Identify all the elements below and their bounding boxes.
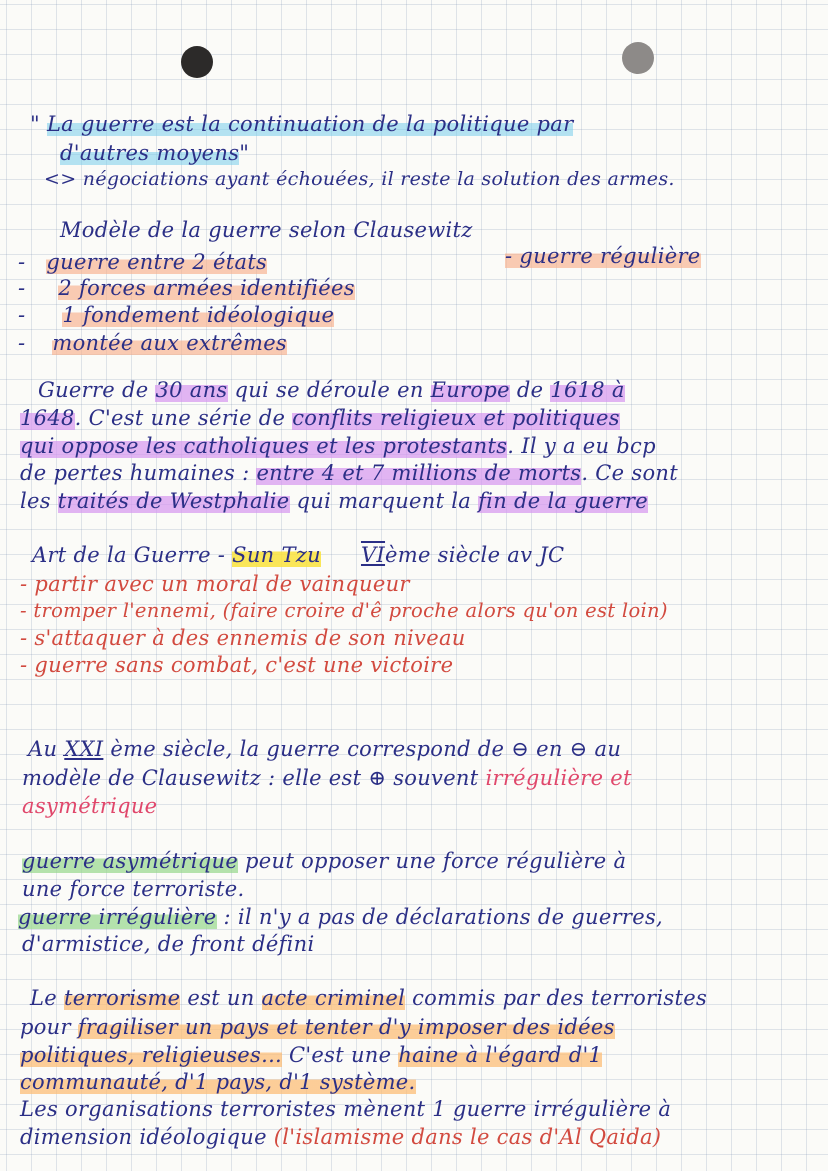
quote-text-2: d'autres moyens [60, 141, 240, 165]
terror-line-3 [20, 1043, 602, 1067]
green-highlight: guerre irrégulière [18, 905, 217, 929]
century-numeral: XXI [64, 737, 104, 761]
peach-highlight: terrorisme [63, 986, 181, 1010]
highlight: traités de Westphalie [57, 489, 290, 513]
clausewitz-item-text: 1 fondement idéologique [62, 303, 335, 327]
highlight: conflits religieux et politiques [292, 406, 620, 430]
clausewitz-title: Modèle de la guerre selon Clausewitz [60, 218, 473, 242]
sun-tzu-item-2: - tromper l'ennemi, (faire croire d'ê proche alors qu'on est loin) [20, 599, 668, 622]
dash: - [18, 250, 26, 274]
highlight: 1618 à [550, 378, 625, 402]
quote-open: " [30, 112, 47, 136]
pink-text: irrégulière et [485, 766, 632, 790]
century-numeral: VI [360, 543, 386, 567]
text: Guerre de [38, 378, 156, 402]
peach-highlight: politiques, religieuses... [20, 1043, 283, 1067]
quote-consequence: <> négociations ayant échouées, il reste la solution des armes. [44, 168, 675, 190]
sun-tzu-item-4: - guerre sans combat, c'est une victoire [20, 653, 454, 677]
terror-line-1 [30, 986, 707, 1010]
green-highlight: guerre asymétrique [22, 849, 239, 873]
quote-text-1: La guerre est la continuation de la politique par [46, 112, 574, 136]
text: C'est une [282, 1043, 399, 1067]
terror-line-2 [20, 1015, 615, 1039]
text: Au [28, 737, 65, 761]
terror-line-6 [20, 1125, 661, 1149]
xxi-line-3: asymétrique [22, 794, 158, 818]
asym-line-2: une force terroriste. [22, 877, 245, 901]
peach-highlight: haine à l'égard d'1 [398, 1043, 603, 1067]
peach-highlight: acte criminel [261, 986, 406, 1010]
xxi-line-1 [28, 737, 621, 761]
text: pour [20, 1015, 78, 1039]
thirty-years-line-1 [38, 378, 625, 402]
peach-highlight: fragiliser un pays et tenter d'y imposer des idées [77, 1015, 615, 1039]
text: Art de la Guerre - [32, 543, 233, 567]
punch-hole-right [622, 42, 654, 74]
text: commis par des terroristes [405, 986, 708, 1010]
sun-tzu-item-3: - s'attaquer à des ennemis de son niveau [20, 626, 466, 650]
text: qui marquent la [289, 489, 479, 513]
text: peut opposer une force régulière à [238, 849, 627, 873]
highlight: 30 ans [155, 378, 228, 402]
sun-tzu-item-1: - partir avec un moral de vainqueur [20, 572, 410, 596]
dash: - [18, 303, 26, 327]
clausewitz-item-text: guerre entre 2 états [46, 250, 268, 274]
highlight: 1648 [20, 406, 75, 430]
asym-line-3 [18, 905, 663, 929]
dash: - [18, 331, 26, 355]
quote-line-2 [60, 141, 249, 165]
text: : il n'y a pas de déclarations de guerres, [216, 905, 664, 929]
text: ème siècle, la guerre correspond de ⊖ en ⊖ au [103, 737, 622, 761]
text: de pertes humaines : [20, 461, 257, 485]
peach-highlight: communauté, d'1 pays, d'1 système. [20, 1070, 416, 1094]
clausewitz-item-1 [18, 250, 267, 274]
text: ème siècle av JC [385, 543, 565, 567]
clausewitz-item-text: 2 forces armées identifiées [58, 276, 355, 300]
thirty-years-line-4 [20, 461, 678, 485]
text: est un [180, 986, 262, 1010]
text: modèle de Clausewitz : elle est ⊕ souvent [22, 766, 486, 790]
asym-line-4: d'armistice, de front défini [22, 932, 315, 956]
clausewitz-side-note [505, 244, 701, 268]
thirty-years-line-3 [20, 434, 656, 458]
clausewitz-item-3 [18, 303, 334, 327]
text: qui se déroule en [227, 378, 431, 402]
clausewitz-item-text: montée aux extrêmes [52, 331, 287, 355]
red-text: (l'islamisme dans le cas d'Al Qaida) [273, 1125, 662, 1149]
asym-line-1 [22, 849, 626, 873]
xxi-line-2 [22, 766, 632, 790]
terror-line-4 [20, 1070, 416, 1094]
quote-close: " [239, 141, 250, 165]
sun-tzu-title [32, 543, 564, 567]
quote-line-1 [30, 112, 573, 136]
text: de [509, 378, 551, 402]
text: dimension idéologique [20, 1125, 274, 1149]
text: . C'est une série de [74, 406, 293, 430]
thirty-years-line-5 [20, 489, 648, 513]
highlight: fin de la guerre [478, 489, 648, 513]
highlight: entre 4 et 7 millions de morts [256, 461, 582, 485]
dash: - [18, 276, 26, 300]
clausewitz-item-2 [18, 276, 355, 300]
terror-line-5: Les organisations terroristes mènent 1 guerre irrégulière à [20, 1097, 672, 1121]
text: les [20, 489, 58, 513]
highlight: Europe [430, 378, 510, 402]
author-highlight: Sun Tzu [232, 543, 321, 567]
text: . Il y a eu bcp [507, 434, 656, 458]
side-note-text: - guerre régulière [505, 244, 701, 268]
clausewitz-item-4 [18, 331, 287, 355]
text: Le [30, 986, 64, 1010]
punch-hole-left [181, 46, 213, 78]
thirty-years-line-2 [20, 406, 620, 430]
highlight: qui oppose les catholiques et les protestants [20, 434, 508, 458]
text: . Ce sont [581, 461, 678, 485]
